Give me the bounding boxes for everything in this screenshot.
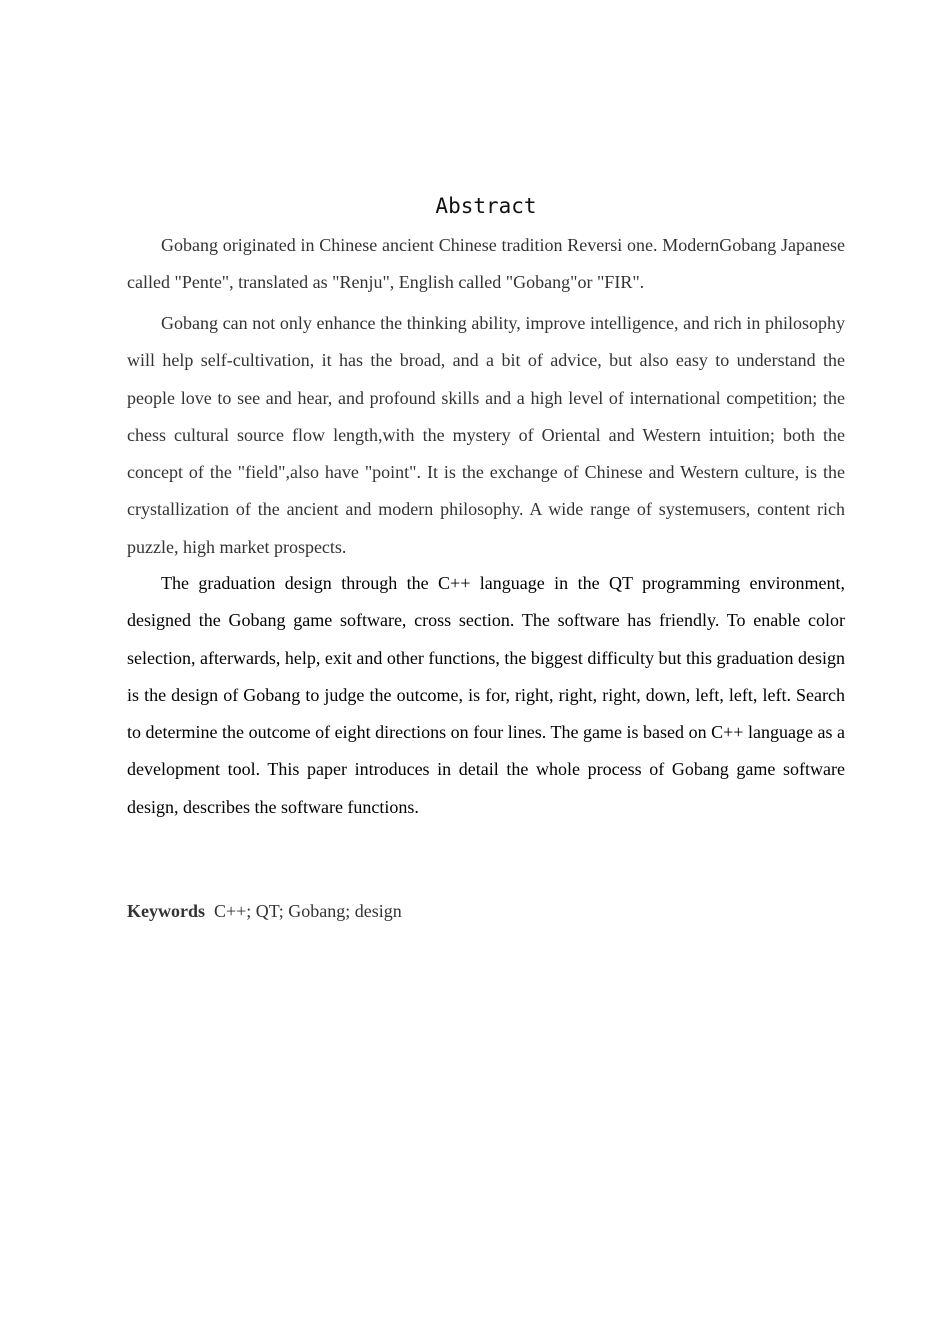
keywords-line — [127, 893, 402, 930]
abstract-paragraph-3: The graduation design through the C++ language in the QT programming environment, designed the Gobang game software, cross section. The software has friendly. To enable color selection, afterwards, help, exit and other functions, the biggest difficulty but this graduation design is the design of Gobang to judge the outcome, is for, right, right, right, down, left, left, left. Search to determine the outcome of eight directions on four lines. The game is based on C++ language as a development tool. This paper introduces in detail the whole process of Gobang game software design, describes the software functions. — [127, 573, 845, 817]
document-page — [127, 0, 845, 1344]
abstract-paragraph-1: Gobang originated in Chinese ancient Chinese tradition Reversi one. ModernGobang Japanese called "Pente", translated as "Renju", English called "Gobang"or "FIR". — [127, 235, 845, 293]
abstract-title: Abstract — [435, 194, 537, 218]
keywords-label: Keywords — [127, 901, 205, 921]
keywords-list: C++; QT; Gobang; design — [214, 901, 402, 921]
abstract-paragraph-2: Gobang can not only enhance the thinking ability, improve intelligence, and rich in philosophy will help self-cultivation, it has the broad, and a bit of advice, but also easy to understand the people love to see and hear, and profound skills and a high level of international competition; the chess cultural source flow length,with the mystery of Oriental and Western intuition; both the concept of the "field",also have "point". It is the exchange of Chinese and Western culture, is the crystallization of the ancient and modern philosophy. A wide range of systemusers, content rich puzzle, high market prospects. — [127, 313, 845, 557]
